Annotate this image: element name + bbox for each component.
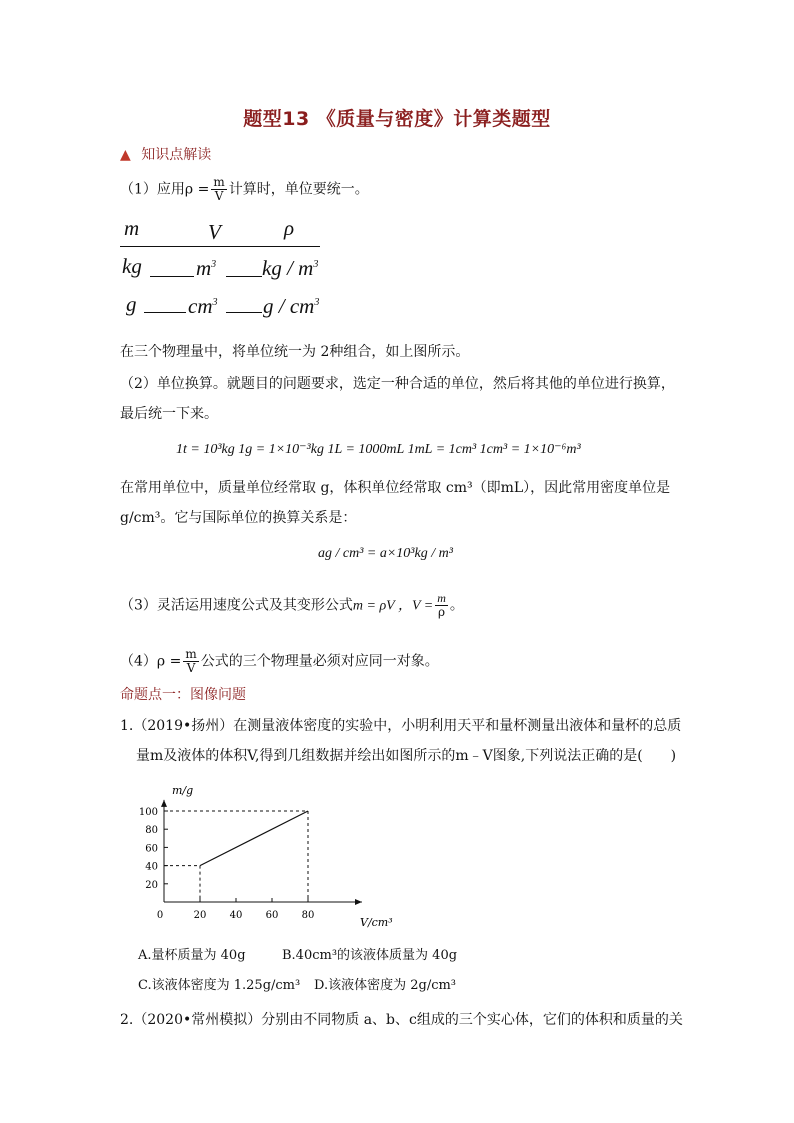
option-d: D.该液体密度为 2g/cm³ [314,978,457,993]
point-3-formula: m = ρV ，V = [352,598,434,614]
y-tick-label: 60 [145,843,158,855]
unit-header-v: V [208,220,221,244]
series-line [200,811,308,866]
question-2-line-1: 2.（2020•常州模拟）分别由不同物质 a、b、c组成的三个实心体，它们的体积和质量的关 [120,1012,683,1028]
y-tick-label: 40 [145,861,158,873]
point-1-prefix: （1）应用ρ = [120,181,210,198]
mv-chart [130,778,400,938]
unit-kg-per-m3: kg / $m^3$ [262,256,319,280]
point-4-suffix: 公式的三个物理量必须对应同一对象。 [200,653,439,670]
y-axis-label: m/g [172,784,194,797]
topic-heading: 命题点一：图像问题 [120,687,246,703]
x-tick-label: 0 [156,910,164,921]
unit-g-per-cm3: g / $cm^3$ [263,294,320,318]
point-4 [120,648,439,675]
unit-line [226,312,262,313]
y-axis-arrow-icon [161,800,167,807]
point-2-line-1: （2）单位换算。就题目的问题要求，选定一种合适的单位，然后将其他的单位进行换算， [120,376,675,392]
point-3 [120,592,464,619]
x-tick-label: 40 [229,910,243,921]
point-3-prefix: （3）灵活运用速度公式及其变形公式 [120,597,353,614]
x-tick-label: 60 [265,910,279,921]
formula-fraction: $\frac{m}{V}$ [213,175,225,203]
conversion-formula: 1t = 10³kg 1g = 1×10⁻³kg 1L = 1000mL 1mL = 1cm³ 1cm³ = 1×10⁻⁶m³ [176,442,581,457]
formula-fraction: $\frac{m}{\rho}$ [437,591,446,619]
section-heading-text: 知识点解读 [141,147,212,163]
point-3-suffix: 。 [449,597,464,614]
paragraph-2-line-1: 在常用单位中，质量单位经常取 g，体积单位经常取 cm³（即mL），因此常用密度单位是 [120,480,671,496]
section-heading [120,145,211,165]
point-1 [120,176,369,203]
unit-header-rho: ρ [284,216,295,240]
formula-fraction: $\frac{m}{V}$ [185,647,197,675]
unit-g: g [126,292,137,316]
x-tick-label: 80 [301,910,315,921]
unit-cm3: $cm^3$ [188,294,218,318]
page-title: 题型13 《质量与密度》计算类题型 [243,108,551,130]
x-tick-label: 20 [193,910,207,921]
paragraph-1: 在三个物理量中，将单位统一为 2种组合，如上图所示。 [120,344,470,360]
unit-line [150,276,194,277]
point-2-line-2: 最后统一下来。 [120,406,218,422]
option-a: A.量杯质量为 40g [138,948,246,963]
paragraph-2-line-2: g/cm³。它与国际单位的换算关系是： [120,510,357,526]
triangle-icon: ▲ [120,147,131,163]
y-tick-label: 20 [145,879,158,891]
unit-table-divider [120,246,320,247]
question-1-line-1: 1.（2019•扬州）在测量液体密度的实验中，小明利用天平和量杯测量出液体和量杯的总质 [120,718,682,734]
option-c: C.该液体密度为 1.25g/cm³ [138,978,301,993]
question-1-line-2: 量m及液体的体积V,得到几组数据并绘出如图所示的m﹣V图象,下列说法正确的是( ) [136,748,677,764]
y-tick-label: 80 [145,825,158,837]
point-4-prefix: （4）ρ = [120,653,182,670]
x-axis-label: V/cm³ [360,916,393,929]
unit-line [144,312,186,313]
unit-m3: $m^3$ [196,256,217,280]
unit-table [120,212,330,327]
y-tick-label: 100 [138,807,158,818]
x-axis-arrow-icon [355,899,362,905]
point-1-suffix: 计算时，单位要统一。 [228,181,369,198]
unit-header-m: m [124,216,140,240]
unit-kg: kg [122,254,142,278]
option-b: B.40cm³的该液体质量为 40g [282,948,458,963]
unit-line [226,276,262,277]
density-formula: ag / cm³ = a×10³kg / m³ [318,546,453,561]
